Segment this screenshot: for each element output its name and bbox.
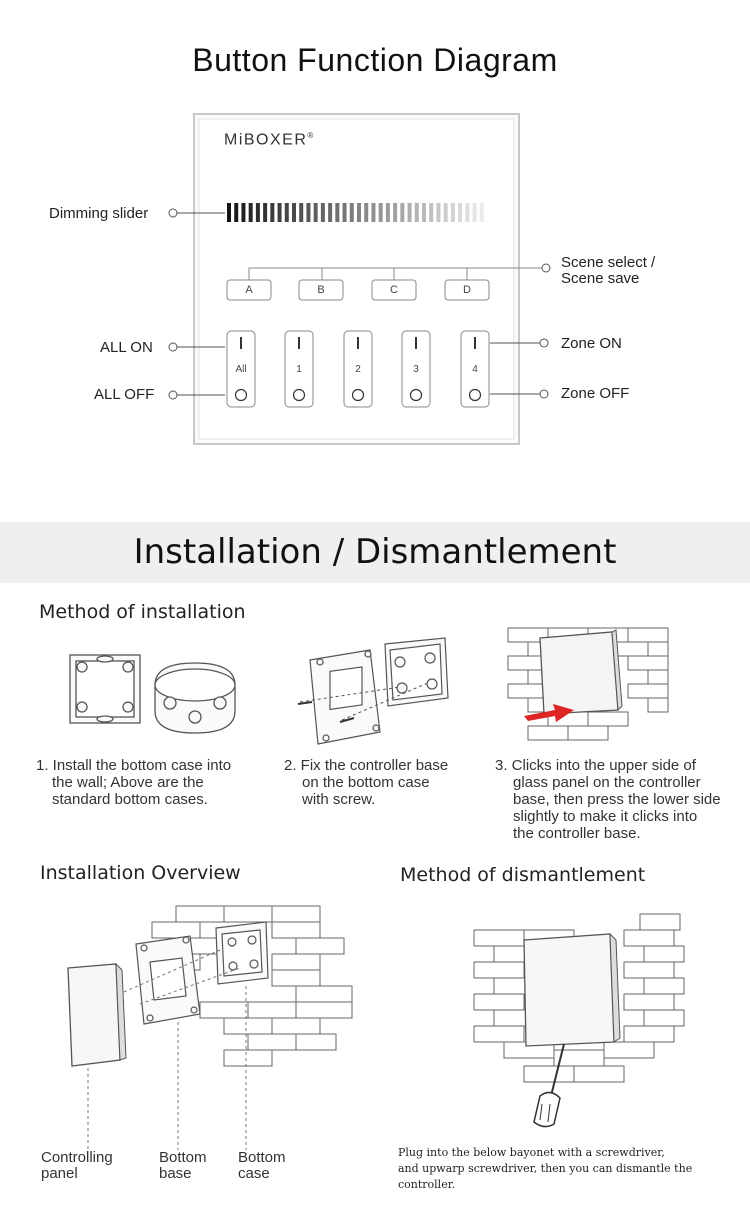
slider-bar [299,203,303,222]
scene-select-label: Scene select / [561,254,656,271]
slider-bar [429,203,433,222]
slider-bar [415,203,419,222]
slider-bar [357,203,361,222]
zone-button-4[interactable]: 4 [472,364,478,375]
bottom-case-label: Bottom case [238,1149,286,1182]
page-title: Button Function Diagram [192,42,558,78]
all-off-label: ALL OFF [94,386,155,403]
zone-on-label: Zone ON [561,335,622,352]
slider-bar [270,203,274,222]
scene-button-a[interactable]: A [245,284,253,296]
slider-bar [408,203,412,222]
slider-bar [256,203,260,222]
brand-logo: MiBOXER® [224,131,315,149]
slider-bar [371,203,375,222]
slider-bar [314,203,318,222]
zone-button-3[interactable]: 3 [413,364,419,375]
method-of-installation-title: Method of installation [39,601,246,623]
scene-button-b[interactable]: B [317,284,325,296]
slider-bar [278,203,282,222]
slider-bar [473,203,477,222]
scene-button-d[interactable]: D [463,284,471,296]
zone-off-label: Zone OFF [561,385,630,402]
slider-bar [393,203,397,222]
installation-overview-title: Installation Overview [40,862,241,884]
step-3: 3. Clicks into the upper side of glass panel on the controller base, then press the lower side slightly to make it clicks into the controller base. [495,757,721,842]
panel-click-illustration [500,618,690,743]
slider-bar [249,203,253,222]
zone-button-all[interactable]: All [235,364,247,375]
slider-bar [263,203,267,222]
dismantlement-illustration [470,900,710,1130]
slider-bar [458,203,462,222]
dimming-slider-label: Dimming slider [49,205,149,222]
slider-bar [285,203,289,222]
installation-title: Installation / Dismantlement [133,532,617,572]
slider-bar [364,203,368,222]
zone-button-1[interactable]: 1 [296,364,302,375]
slider-bar [321,203,325,222]
bottom-base-label: Bottom base [159,1149,207,1182]
slider-bar [335,203,339,222]
slider-bar [379,203,383,222]
slider-bar [328,203,332,222]
slider-bar [227,203,231,222]
slider-bar [400,203,404,222]
slider-bar [444,203,448,222]
zone-button-2[interactable]: 2 [355,364,361,375]
controlling-panel-label: Controlling panel [41,1149,113,1182]
slider-bar [306,203,310,222]
slider-bar [234,203,238,222]
scene-save-label: Scene save [561,270,640,287]
controller-base-illustration [290,632,490,752]
slider-bar [350,203,354,222]
step-1: 1. Install the bottom case into the wall; Above are the standard bottom cases. [36,757,232,808]
slider-bar [480,203,484,222]
installation-overview-illustration [40,900,360,1150]
step-2: 2. Fix the controller base on the bottom case with screw. [284,757,449,808]
slider-bar [343,203,347,222]
all-on-label: ALL ON [100,339,153,356]
slider-bar [465,203,469,222]
slider-bar [241,203,245,222]
method-of-dismantlement-title: Method of dismantlement [400,864,646,886]
slider-bar [436,203,440,222]
slider-bar [422,203,426,222]
scene-button-c[interactable]: C [390,284,398,296]
slider-bar [292,203,296,222]
bottom-case-illustration [60,645,290,745]
slider-bar [451,203,455,222]
dismantlement-note: Plug into the below bayonet with a screwdriver, and upwarp screwdriver, then you can dismantle the controller. [398,1146,693,1191]
slider-bar [386,203,390,222]
